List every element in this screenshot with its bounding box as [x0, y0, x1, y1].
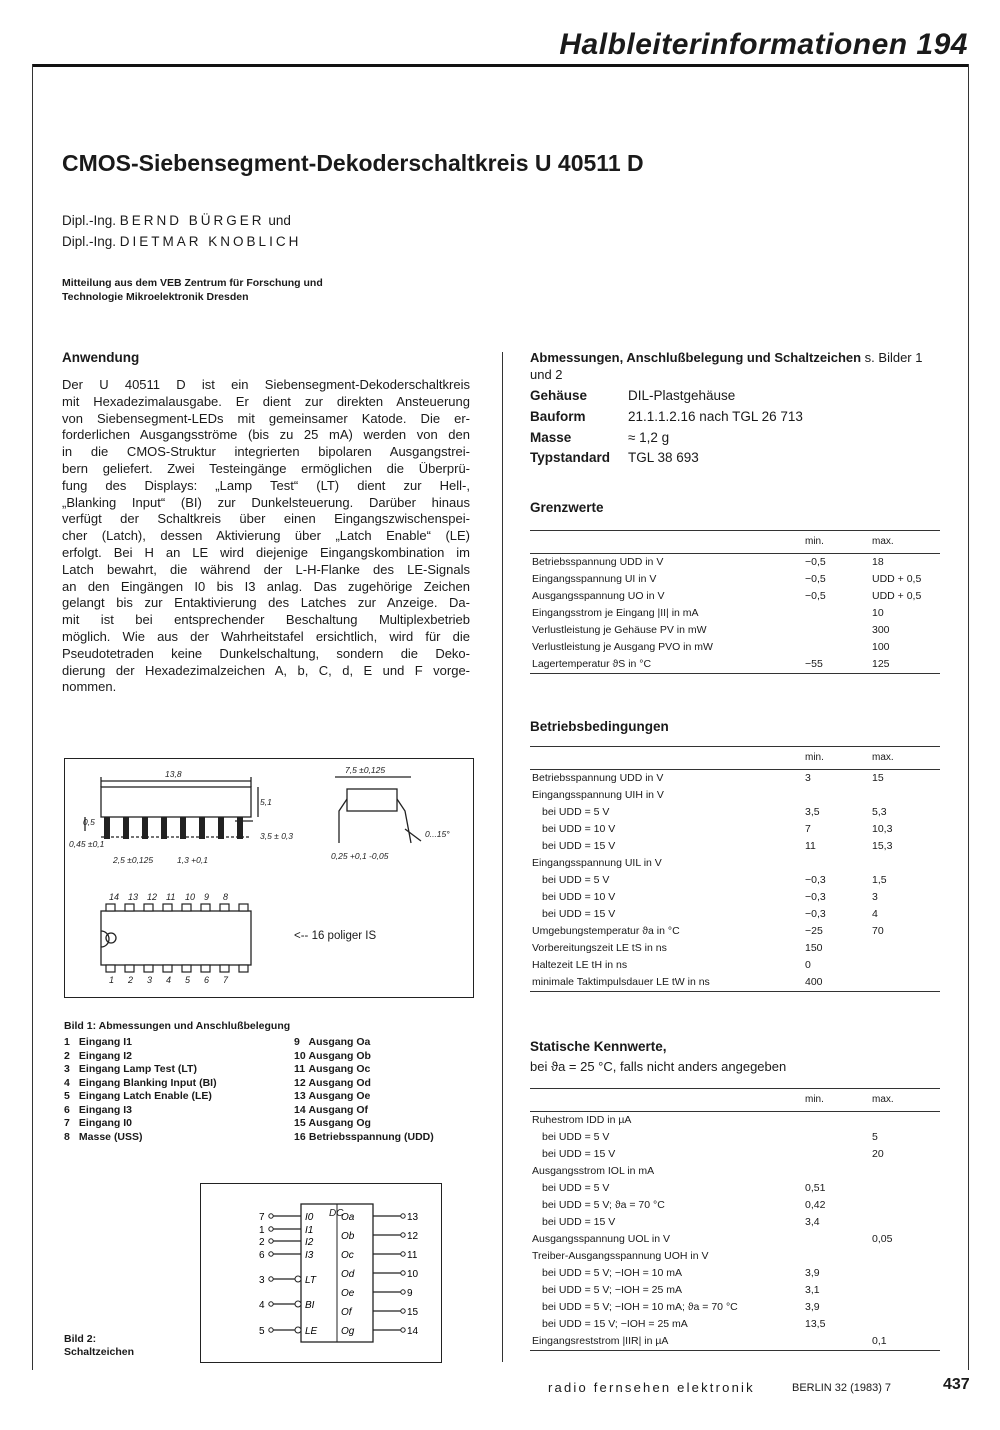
symbol-output-name: Od	[341, 1269, 355, 1280]
dim-pinw: 1,3 +0,1	[177, 855, 208, 865]
table-row	[530, 872, 940, 889]
symbol-input-name: I0	[305, 1212, 314, 1223]
col-max-header: max.	[872, 536, 894, 547]
column-divider	[502, 352, 503, 1362]
body-line: Pseudotetraden keine Dunkelschaltung, sondern die Deko-	[62, 645, 470, 661]
param-label: Lagertemperatur ϑS in °C	[532, 658, 652, 670]
param-label: Eingangsstrom je Eingang |II| in mA	[532, 607, 699, 619]
pin-function: Masse (USS)	[76, 1130, 143, 1143]
pin-number-bottom: 2	[128, 975, 134, 985]
symbol-input-pin: 1	[259, 1225, 265, 1236]
pin-number-bottom: 7	[223, 975, 229, 985]
pin-list-item	[294, 1131, 434, 1145]
pin-list-right	[294, 1036, 434, 1144]
property-value: 21.1.1.2.16 nach TGL 26 713	[628, 408, 803, 424]
param-label: Vorbereitungszeit LE tS in ns	[532, 942, 667, 954]
table-row	[530, 957, 940, 974]
pin-list-item	[64, 1050, 217, 1064]
param-label: Betriebsspannung UDD in V	[532, 772, 664, 784]
param-label: bei UDD = 5 V	[542, 1131, 610, 1143]
max-value: 5	[872, 1131, 878, 1143]
figure-1-caption: Bild 1: Abmessungen und Anschlußbelegung	[64, 1020, 291, 1032]
symbol-input-name: LE	[305, 1326, 318, 1337]
table-rule	[530, 1350, 940, 1351]
table-row	[530, 639, 940, 656]
param-label: bei UDD = 5 V	[542, 1182, 610, 1194]
max-value: 10	[872, 607, 884, 619]
dim-pitch: 2,5 ±0,125	[113, 855, 154, 865]
body-line: mit ist bei entsprechender Beschaltung Multiplexbetrieb	[62, 612, 470, 628]
pin-number-top: 9	[204, 892, 210, 902]
pin-function: Ausgang Og	[306, 1117, 371, 1129]
author-2: Dipl.-Ing. DIETMAR KNOBLICH	[62, 234, 302, 249]
dim-width: 7,5 ±0,125	[345, 765, 386, 775]
pin-number: 5	[64, 1090, 70, 1102]
symbol-output-name: Og	[341, 1326, 355, 1337]
table-row	[530, 622, 940, 639]
dim-height: 5,1	[260, 797, 272, 807]
pin-number: 11	[294, 1063, 306, 1075]
min-value: −25	[805, 925, 823, 937]
pin-list-item	[64, 1077, 217, 1091]
max-value: 5,3	[872, 806, 887, 818]
pin-function: Ausgang Oa	[306, 1036, 371, 1048]
anwendung-body	[62, 377, 470, 696]
pin-list-item	[64, 1117, 217, 1131]
left-margin-rule	[32, 64, 33, 1370]
param-label: Betriebsspannung UDD in V	[532, 556, 664, 568]
col-min-header: min.	[805, 536, 824, 547]
table-row	[530, 1112, 940, 1129]
body-line: mit Hexadezimalausgabe. Er dient zur direkten Ansteuerung	[62, 393, 470, 409]
symbol-input-pin: 6	[259, 1250, 265, 1261]
property-key: Typstandard	[530, 450, 611, 466]
param-label: bei UDD = 5 V; −IOH = 10 mA	[542, 1267, 682, 1279]
pin-list-item	[64, 1063, 217, 1077]
max-value: 1,5	[872, 874, 887, 886]
statisch-subheading: bei ϑa = 25 °C, falls nicht anders angegeben	[530, 1059, 787, 1074]
param-label: Verlustleistung je Gehäuse PV in mW	[532, 624, 707, 636]
statisch-table	[530, 1088, 940, 1351]
right-intro: Abmessungen, Anschlußbelegung und Schaltzeichen s. Bilder 1 und 2	[530, 350, 923, 382]
pin-number: 12	[294, 1076, 306, 1089]
dim-length: 13,8	[165, 769, 182, 779]
param-label: Eingangsspannung UIL in V	[532, 857, 662, 869]
body-line: cher (Latch), dessen Aktivierung über „Latch Enable“ (LE)	[62, 528, 470, 544]
schematic-symbol-svg	[201, 1184, 441, 1362]
table-row	[530, 656, 940, 673]
affiliation-note: Mitteilung aus dem VEB Zentrum für Forschung und Technologie Mikroelektronik Dresden	[62, 277, 323, 303]
pin-list-item	[294, 1117, 434, 1131]
figure-2-caption: Bild 2: Schaltzeichen	[64, 1333, 135, 1358]
body-line: möglich. Wie aus der Wahrheitstafel ersichtlich, wird für die	[62, 628, 470, 644]
pin-number: 16	[294, 1130, 306, 1143]
table-row	[530, 923, 940, 940]
journal-name: radio fernsehen elektronik	[548, 1380, 755, 1395]
body-line: an den Eingängen I0 bis I3 anlag. Das zugehörige Zeichen	[62, 578, 470, 594]
statisch-heading: Statische Kennwerte,	[530, 1039, 667, 1054]
package-side-body	[101, 787, 251, 817]
pin-list-item	[64, 1104, 217, 1118]
pin-list-item	[64, 1131, 217, 1145]
param-label: bei UDD = 5 V	[542, 806, 610, 818]
col-max-header: max.	[872, 752, 894, 763]
symbol-output-name: Oe	[341, 1288, 355, 1299]
min-value: −0,3	[805, 891, 826, 903]
pin-number: 8	[64, 1130, 70, 1143]
max-value: 0,1	[872, 1335, 887, 1347]
table-row	[530, 1265, 940, 1282]
block-label: DC	[329, 1208, 344, 1219]
grenzwerte-table	[530, 530, 940, 674]
max-value: 3	[872, 891, 878, 903]
max-value: 4	[872, 908, 878, 920]
pin-function: Eingang I2	[76, 1049, 133, 1062]
body-line: in die CMOS-Struktur integrierten bipolaren Ausgangstrei-	[62, 444, 470, 460]
table-rule	[530, 673, 940, 674]
table-row	[530, 554, 940, 571]
min-value: 150	[805, 942, 823, 954]
param-label: Eingangsspannung UIH in V	[532, 789, 664, 801]
table-row	[530, 838, 940, 855]
max-value: 10,3	[872, 823, 893, 835]
betrieb-heading: Betriebsbedingungen	[530, 719, 669, 734]
param-label: Haltezeit LE tH in ns	[532, 959, 628, 971]
min-value: 3,9	[805, 1267, 820, 1279]
param-label: bei UDD = 10 V	[542, 891, 616, 903]
pin-number-bottom: 5	[185, 975, 191, 985]
pin-function: Ausgang Ob	[306, 1049, 371, 1062]
pin-function: Betriebsspannung (UDD)	[306, 1130, 434, 1143]
dim-lead: 3,5 ± 0,3	[260, 831, 294, 841]
pin-function: Ausgang Od	[306, 1076, 371, 1089]
pin-number-top: 10	[185, 892, 196, 902]
symbol-input-pin: 3	[259, 1275, 265, 1286]
min-value: 400	[805, 976, 823, 988]
pin-list-item	[294, 1090, 434, 1104]
symbol-output-pin: 11	[407, 1250, 418, 1261]
dim-offset: 0,45 ±0,1	[69, 839, 105, 849]
pin-number-top: 14	[109, 892, 120, 902]
figure-1-package-drawing	[64, 758, 474, 998]
symbol-input-name: I1	[305, 1225, 314, 1236]
table-row	[530, 1180, 940, 1197]
author-1: Dipl.-Ing. BERND BÜRGER und	[62, 213, 291, 228]
component-properties	[530, 386, 803, 469]
property-key: Bauform	[530, 408, 586, 424]
min-value: 3,9	[805, 1301, 820, 1313]
pin-number-bottom: 3	[147, 975, 153, 985]
pin-function: Eingang Latch Enable (LE)	[76, 1090, 212, 1102]
min-value: 13,5	[805, 1318, 826, 1330]
param-label: bei UDD = 5 V; −IOH = 10 mA; ϑa = 70 °C	[542, 1301, 738, 1313]
param-label: bei UDD = 15 V	[542, 1148, 616, 1160]
min-value: 3,4	[805, 1216, 820, 1228]
table-header-row	[530, 747, 940, 769]
table-row	[530, 1282, 940, 1299]
body-line: Der U 40511 D ist ein Siebensegment-Dekoderschaltkreis	[62, 377, 470, 392]
property-value: DIL-Plastgehäuse	[628, 388, 736, 403]
min-value: 3,1	[805, 1284, 820, 1296]
symbol-output-pin: 10	[407, 1269, 419, 1280]
max-value: 300	[872, 624, 890, 636]
table-row	[530, 571, 940, 588]
min-value: −0,5	[805, 573, 826, 585]
min-value: 11	[805, 840, 816, 852]
body-line: gelangt bis zur Entaktivierung des Latches zur Anzeige. Da-	[62, 595, 470, 611]
property-row	[530, 386, 803, 407]
body-line: erfolgt. Bei H an LE wird diejenige Eingangskombination im	[62, 544, 470, 560]
issue-info: BERLIN 32 (1983) 7	[792, 1382, 892, 1394]
anwendung-heading: Anwendung	[62, 350, 140, 365]
pin-number-bottom: 1	[109, 975, 115, 985]
pin-list-item	[64, 1090, 217, 1104]
pin-number: 15	[294, 1117, 306, 1129]
table-row	[530, 889, 940, 906]
body-line: fung des Displays: „Lamp Test“ (LT) dient zur Hell-,	[62, 477, 470, 493]
param-label: Ausgangsspannung UOL in V	[532, 1233, 670, 1245]
symbol-output-pin: 15	[407, 1307, 419, 1318]
max-value: 20	[872, 1148, 884, 1160]
pin-list-item	[294, 1036, 434, 1050]
pin-list-item	[294, 1050, 434, 1064]
right-margin-rule	[968, 64, 969, 1370]
pin1-marker	[106, 933, 116, 943]
symbol-input-pin: 4	[259, 1300, 265, 1311]
table-row	[530, 1248, 940, 1265]
table-row	[530, 821, 940, 838]
property-row	[530, 428, 803, 449]
symbol-output-pin: 13	[407, 1212, 419, 1223]
param-label: Ausgangsspannung UO in V	[532, 590, 665, 602]
symbol-output-name: Of	[341, 1307, 352, 1318]
table-row	[530, 1316, 940, 1333]
min-value: 7	[805, 823, 811, 835]
pin-number: 2	[64, 1049, 70, 1062]
min-value: −55	[805, 658, 823, 670]
max-value: 0,05	[872, 1233, 893, 1245]
pin-list-item	[64, 1036, 217, 1050]
pin-number-top: 13	[128, 892, 139, 902]
pin-list-item	[294, 1077, 434, 1091]
article-title: CMOS-Siebensegment-Dekoderschaltkreis U 40511 D	[62, 150, 644, 176]
table-row	[530, 787, 940, 804]
pin-list-left	[64, 1036, 217, 1144]
param-label: minimale Taktimpulsdauer LE tW in ns	[532, 976, 710, 988]
pin-number: 4	[64, 1076, 70, 1089]
header-rule	[32, 64, 968, 67]
min-value: −0,5	[805, 556, 826, 568]
max-value: UDD + 0,5	[872, 573, 922, 585]
betrieb-table	[530, 746, 940, 992]
pin-number: 1	[64, 1036, 70, 1048]
dim-h2: 0,5	[83, 817, 95, 827]
body-line: Latch bewahrt, die während der L-H-Flanke des LE-Signals	[62, 561, 470, 577]
dim-thick: 0,25 +0,1 -0,05	[331, 851, 389, 861]
symbol-output-name: Ob	[341, 1231, 355, 1242]
pin-function: Eingang I0	[76, 1117, 133, 1129]
min-value: 3,5	[805, 806, 820, 818]
table-row	[530, 974, 940, 991]
pin-list-item	[294, 1104, 434, 1118]
param-label: bei UDD = 15 V	[542, 1216, 616, 1228]
pin-number: 9	[294, 1036, 300, 1048]
package-end-body	[347, 789, 397, 811]
param-label: bei UDD = 5 V	[542, 874, 610, 886]
min-value: −0,5	[805, 590, 826, 602]
min-value: −0,3	[805, 908, 826, 920]
symbol-input-pin: 5	[259, 1326, 265, 1337]
max-value: 100	[872, 641, 890, 653]
param-label: bei UDD = 15 V	[542, 908, 616, 920]
package-label: <-- 16 poliger IS	[294, 930, 377, 942]
col-min-header: min.	[805, 752, 824, 763]
param-label: Eingangsspannung UI in V	[532, 573, 657, 585]
table-row	[530, 1163, 940, 1180]
symbol-input-name: I3	[305, 1250, 314, 1261]
property-key: Gehäuse	[530, 388, 588, 403]
table-row	[530, 804, 940, 821]
min-value: 0	[805, 959, 811, 971]
table-row	[530, 1231, 940, 1248]
symbol-input-name: I2	[305, 1237, 314, 1248]
body-line: verfügt der Schaltkreis über einen Eingangszwischenspei-	[62, 511, 470, 527]
param-label: bei UDD = 10 V	[542, 823, 616, 835]
col-min-header: min.	[805, 1094, 824, 1105]
table-row	[530, 940, 940, 957]
param-label: bei UDD = 5 V; −IOH = 25 mA	[542, 1284, 682, 1296]
pin-number: 14	[294, 1103, 306, 1116]
body-line: „Blanking Input“ (BI) zur Dunkelsteuerung. Darüber hinaus	[62, 494, 470, 510]
max-value: 18	[872, 556, 884, 568]
param-label: Eingangsreststrom |IIR| in µA	[532, 1335, 669, 1347]
pin-number-bottom: 6	[204, 975, 210, 985]
param-label: bei UDD = 5 V; ϑa = 70 °C	[542, 1199, 665, 1211]
min-value: 3	[805, 772, 811, 784]
pin-number: 3	[64, 1063, 70, 1075]
symbol-input-name: BI	[305, 1300, 315, 1311]
table-row	[530, 906, 940, 923]
max-value: UDD + 0,5	[872, 590, 922, 602]
param-label: Treiber-Ausgangsspannung UOH in V	[532, 1250, 709, 1262]
symbol-output-name: Oa	[341, 1212, 355, 1223]
min-value: −0,3	[805, 874, 826, 886]
pin-function: Ausgang Oc	[306, 1063, 371, 1075]
pin-number-top: 12	[147, 892, 158, 902]
property-value: ≈ 1,2 g	[628, 429, 670, 445]
table-row	[530, 770, 940, 787]
table-header-row	[530, 531, 940, 553]
property-key: Masse	[530, 429, 572, 445]
pin-function: Ausgang Of	[306, 1103, 369, 1116]
authors	[62, 210, 301, 252]
param-label: bei UDD = 15 V; −IOH = 25 mA	[542, 1318, 688, 1330]
max-value: 15	[872, 772, 884, 784]
pin-number-bottom: 4	[166, 975, 172, 985]
symbol-output-pin: 12	[407, 1231, 419, 1242]
param-label: Verlustleistung je Ausgang PVO in mW	[532, 641, 713, 653]
table-row	[530, 1146, 940, 1163]
symbol-output-name: Oc	[341, 1250, 354, 1261]
col-max-header: max.	[872, 1094, 894, 1105]
max-value: 70	[872, 925, 884, 937]
pin-number: 13	[294, 1090, 306, 1102]
table-row	[530, 1129, 940, 1146]
property-row	[530, 448, 803, 469]
property-row	[530, 407, 803, 428]
pin-function: Eingang Lamp Test (LT)	[76, 1063, 197, 1075]
table-row	[530, 1333, 940, 1350]
pin-function: Eingang Blanking Input (BI)	[76, 1076, 217, 1089]
pin-list-item	[294, 1063, 434, 1077]
package-top-body	[101, 911, 251, 965]
max-value: 15,3	[872, 840, 893, 852]
table-header-row	[530, 1089, 940, 1111]
table-rule	[530, 991, 940, 992]
table-row	[530, 855, 940, 872]
pin-number: 6	[64, 1103, 70, 1116]
table-row	[530, 605, 940, 622]
param-label: Ruhestrom IDD in µA	[532, 1114, 632, 1126]
body-line: von Siebensegment-LEDs mit gemeinsamer Katode. Die er-	[62, 410, 470, 426]
pin-number: 7	[64, 1117, 70, 1129]
page-number: 437	[943, 1376, 970, 1393]
symbol-input-pin: 2	[259, 1237, 265, 1248]
param-label: Ausgangsstrom IOL in mA	[532, 1165, 655, 1177]
pin-function: Eingang I1	[76, 1036, 133, 1048]
symbol-output-pin: 9	[407, 1288, 413, 1299]
pin-number-top: 11	[166, 892, 176, 902]
symbol-output-pin: 14	[407, 1326, 419, 1337]
param-label: bei UDD = 15 V	[542, 840, 616, 852]
symbol-input-name: LT	[305, 1275, 316, 1286]
body-line: forderlichen Ausgangsströme (bis zu 25 mA) werden von den	[62, 427, 470, 443]
max-value: 125	[872, 658, 890, 670]
property-value: TGL 38 693	[628, 450, 699, 466]
pin-function: Eingang I3	[76, 1103, 133, 1116]
body-line: nommen.	[62, 679, 117, 695]
grenzwerte-heading: Grenzwerte	[530, 500, 604, 515]
min-value: 0,42	[805, 1199, 826, 1211]
dim-angle: 0...15°	[425, 829, 450, 839]
section-header-title: Halbleiterinformationen 194	[559, 28, 968, 61]
body-line: bern geliefert. Zwei Testeingänge ermöglichen die Überprü-	[62, 460, 470, 476]
table-row	[530, 588, 940, 605]
table-row	[530, 1299, 940, 1316]
pin-number: 10	[294, 1049, 306, 1062]
symbol-input-pin: 7	[259, 1212, 265, 1223]
figure-2-schematic-symbol	[200, 1183, 442, 1363]
min-value: 0,51	[805, 1182, 826, 1194]
pin-number-top: 8	[223, 892, 229, 902]
table-row	[530, 1197, 940, 1214]
param-label: Umgebungstemperatur ϑa in °C	[532, 925, 680, 937]
table-row	[530, 1214, 940, 1231]
pin-function: Ausgang Oe	[306, 1090, 371, 1102]
package-drawing-svg	[65, 759, 473, 997]
body-line: dierung der Hexadezimalzeichen A, b, C, d, E und F vorge-	[62, 662, 470, 678]
